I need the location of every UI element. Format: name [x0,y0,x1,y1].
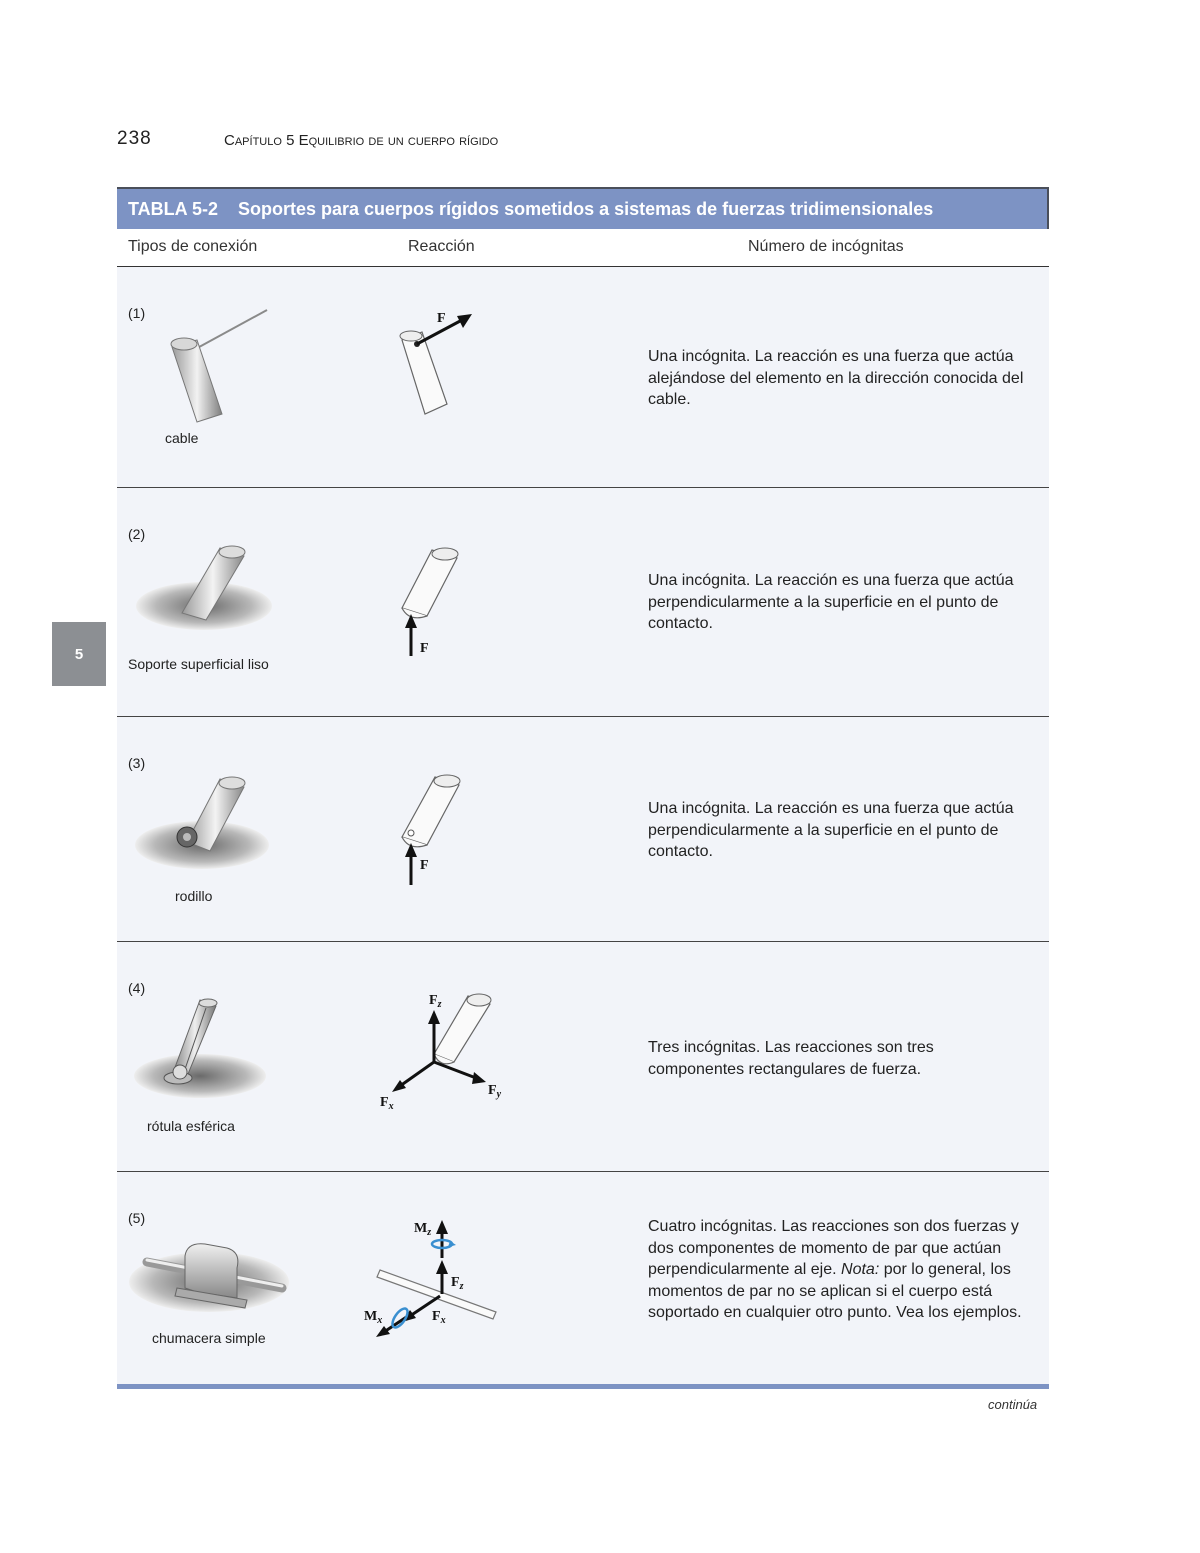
roller-illustration [132,767,277,877]
row-caption: rodillo [175,888,213,904]
table-bottom-rule [117,1384,1049,1389]
column-header-connection: Tipos de conexión [128,238,258,255]
table-label: TABLA 5-2 [128,198,218,219]
column-header-unknowns: Número de incógnitas [748,238,904,255]
column-headers [117,229,1049,267]
table-row-journal-bearing [117,1172,1049,1385]
row-caption: rótula esférica [147,1118,235,1134]
force-label: F [420,641,429,656]
smooth-surface-reaction-diagram [387,538,487,663]
cable-reaction-diagram [387,302,487,422]
row-number: (4) [128,980,146,996]
row-description: Una incógnita. La reacción es una fuerza que actúa perpendicularmente a la superficie en el punto de contacto. [648,572,1014,632]
row-number: (3) [128,755,146,771]
force-label-fx: $F_x$ [432,1309,446,1326]
table-row-cable [117,267,1049,488]
note-label: Nota: [841,1261,880,1278]
row-caption: chumacera simple [152,1330,266,1346]
chapter-title: Capítulo 5 Equilibrio de un cuerpo rígido [224,132,499,149]
continued-note: continúa [988,1397,1038,1412]
ball-socket-reaction-diagram [372,982,512,1112]
table-row-roller [117,717,1049,942]
moment-label-mx: $M_x$ [364,1309,383,1326]
cable-illustration [162,302,282,427]
chapter-tab: 5 [52,622,106,686]
force-label-fy: $F_y$ [488,1083,502,1100]
ball-socket-illustration [132,992,277,1102]
force-label-fx: $F_x$ [380,1095,394,1112]
smooth-surface-illustration [132,538,277,638]
description-text: Cuatro incógnitas. Las reacciones son dos fuerzas y dos componentes de momento de par que actúan perpendicularmente al eje. [648,1218,1019,1278]
row-caption: cable [165,430,199,446]
roller-reaction-diagram [387,767,487,892]
supports-table [117,187,1049,1385]
force-label-fz: $F_z$ [451,1275,464,1292]
row-number: (5) [128,1210,146,1226]
description-text-continued: por lo general, los momentos de par no se aplican si el cuerpo está soportado en cualquier otro punto. Vea los ejemplos. [648,1261,1022,1321]
force-label-fz: $F_z$ [429,993,442,1010]
force-label: F [420,858,429,873]
journal-bearing-reaction-diagram [362,1212,502,1342]
table-title: Soportes para cuerpos rígidos sometidos a sistemas de fuerzas tridimensionales [238,198,934,219]
journal-bearing-illustration [127,1232,292,1332]
row-description [648,1216,1028,1324]
row-number: (2) [128,526,146,542]
row-description: Tres incógnitas. Las reacciones son tres componentes rectangulares de fuerza. [648,1039,934,1078]
moment-label-mz: $M_z$ [414,1221,432,1238]
row-description: Una incógnita. La reacción es una fuerza que actúa perpendicularmente a la superficie en el punto de contacto. [648,800,1014,860]
column-header-reaction: Reacción [408,238,475,255]
page-number: 238 [117,128,152,149]
row-caption: Soporte superficial liso [128,656,269,672]
row-number: (1) [128,305,146,321]
table-row-ball-socket [117,942,1049,1172]
table-title-bar [117,187,1049,229]
row-description: Una incógnita. La reacción es una fuerza que actúa alejándose del elemento en la dirección conocida del cable. [648,348,1024,408]
force-label: F [437,311,446,326]
table-row-smooth-surface [117,488,1049,717]
